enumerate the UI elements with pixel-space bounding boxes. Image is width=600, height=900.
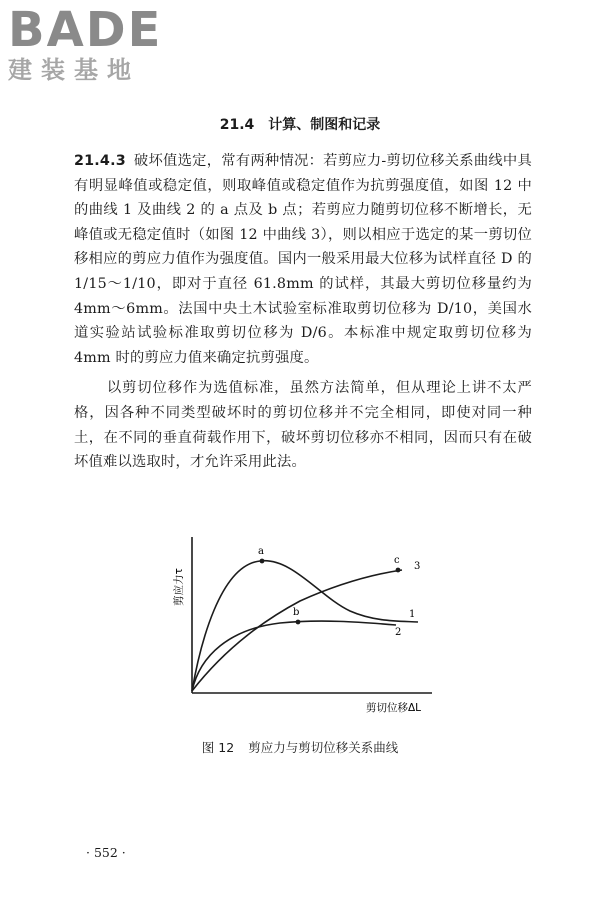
section-title: 计算、制图和记录 — [268, 117, 381, 133]
curve-1 — [192, 561, 421, 691]
curve-3-label: 3 — [414, 561, 421, 572]
page-number: · 552 · — [86, 845, 126, 860]
curve-2-label: 2 — [395, 627, 402, 638]
curve-1-label: 1 — [409, 609, 416, 620]
shear-curve-diagram — [170, 525, 450, 730]
point-b-marker — [296, 620, 301, 625]
point-b-label: b — [293, 607, 300, 618]
figure-12 — [170, 525, 450, 730]
bade-logo — [8, 2, 178, 84]
clause-body — [74, 149, 532, 475]
logo-subtitle: 建装基地 — [8, 56, 140, 84]
point-a-label: a — [258, 546, 264, 557]
clause-number: 21.4.3 — [74, 153, 126, 169]
section-number: 21.4 — [219, 117, 255, 133]
curve-3 — [192, 570, 402, 691]
point-a-marker — [260, 559, 265, 564]
figure-caption-number: 图 12 — [201, 740, 235, 755]
section-heading — [0, 114, 600, 134]
logo-mark: BADE — [8, 2, 163, 58]
figure-caption-text: 剪应力与剪切位移关系曲线 — [248, 740, 399, 755]
figure-caption — [0, 738, 600, 756]
y-axis-label: 剪应力τ — [173, 568, 185, 606]
point-c-label: c — [394, 555, 400, 566]
clause-paragraph-2: 以剪切位移作为选值标准，虽然方法简单，但从理论上讲不太严格，因各种不同类型破坏时的剪切位移并不完全相同，即使对同一种土，在不同的垂直荷载作用下，破坏剪切位移亦不相同，因而只有在破坏值难以选取时，才允许采用此法。 — [74, 380, 532, 471]
x-axis-label: 剪切位移ΔL — [366, 702, 422, 714]
clause-paragraph-1 — [74, 149, 532, 370]
clause-text-1: 破坏值选定，常有两种情况：若剪应力-剪切位移关系曲线中具有明显峰值或稳定值，则取峰值或稳定值作为抗剪强度值，如图 12 中的曲线 1 及曲线 2 的 a 点及 b 点；若剪应力随剪切位移不断增长，无峰值或无稳定值时（如图 12 中曲线 3），则以相应于选定的某一剪切位移相应的剪应力值作为强度值。国内一般采用最大位移为试样直径 D 的 1/15～1/10，即对于直径 61.8mm 的试样，其最大剪切位移量约为 4mm～6mm。法国中央土木试验室标准取剪切位移为 D/10，美国水道实验站试验标准取剪切位移为 D/6。本标准中规定取剪切位移为 4mm 时的剪应力值来确定抗剪强度。 — [74, 153, 532, 366]
point-c-marker — [396, 568, 401, 573]
